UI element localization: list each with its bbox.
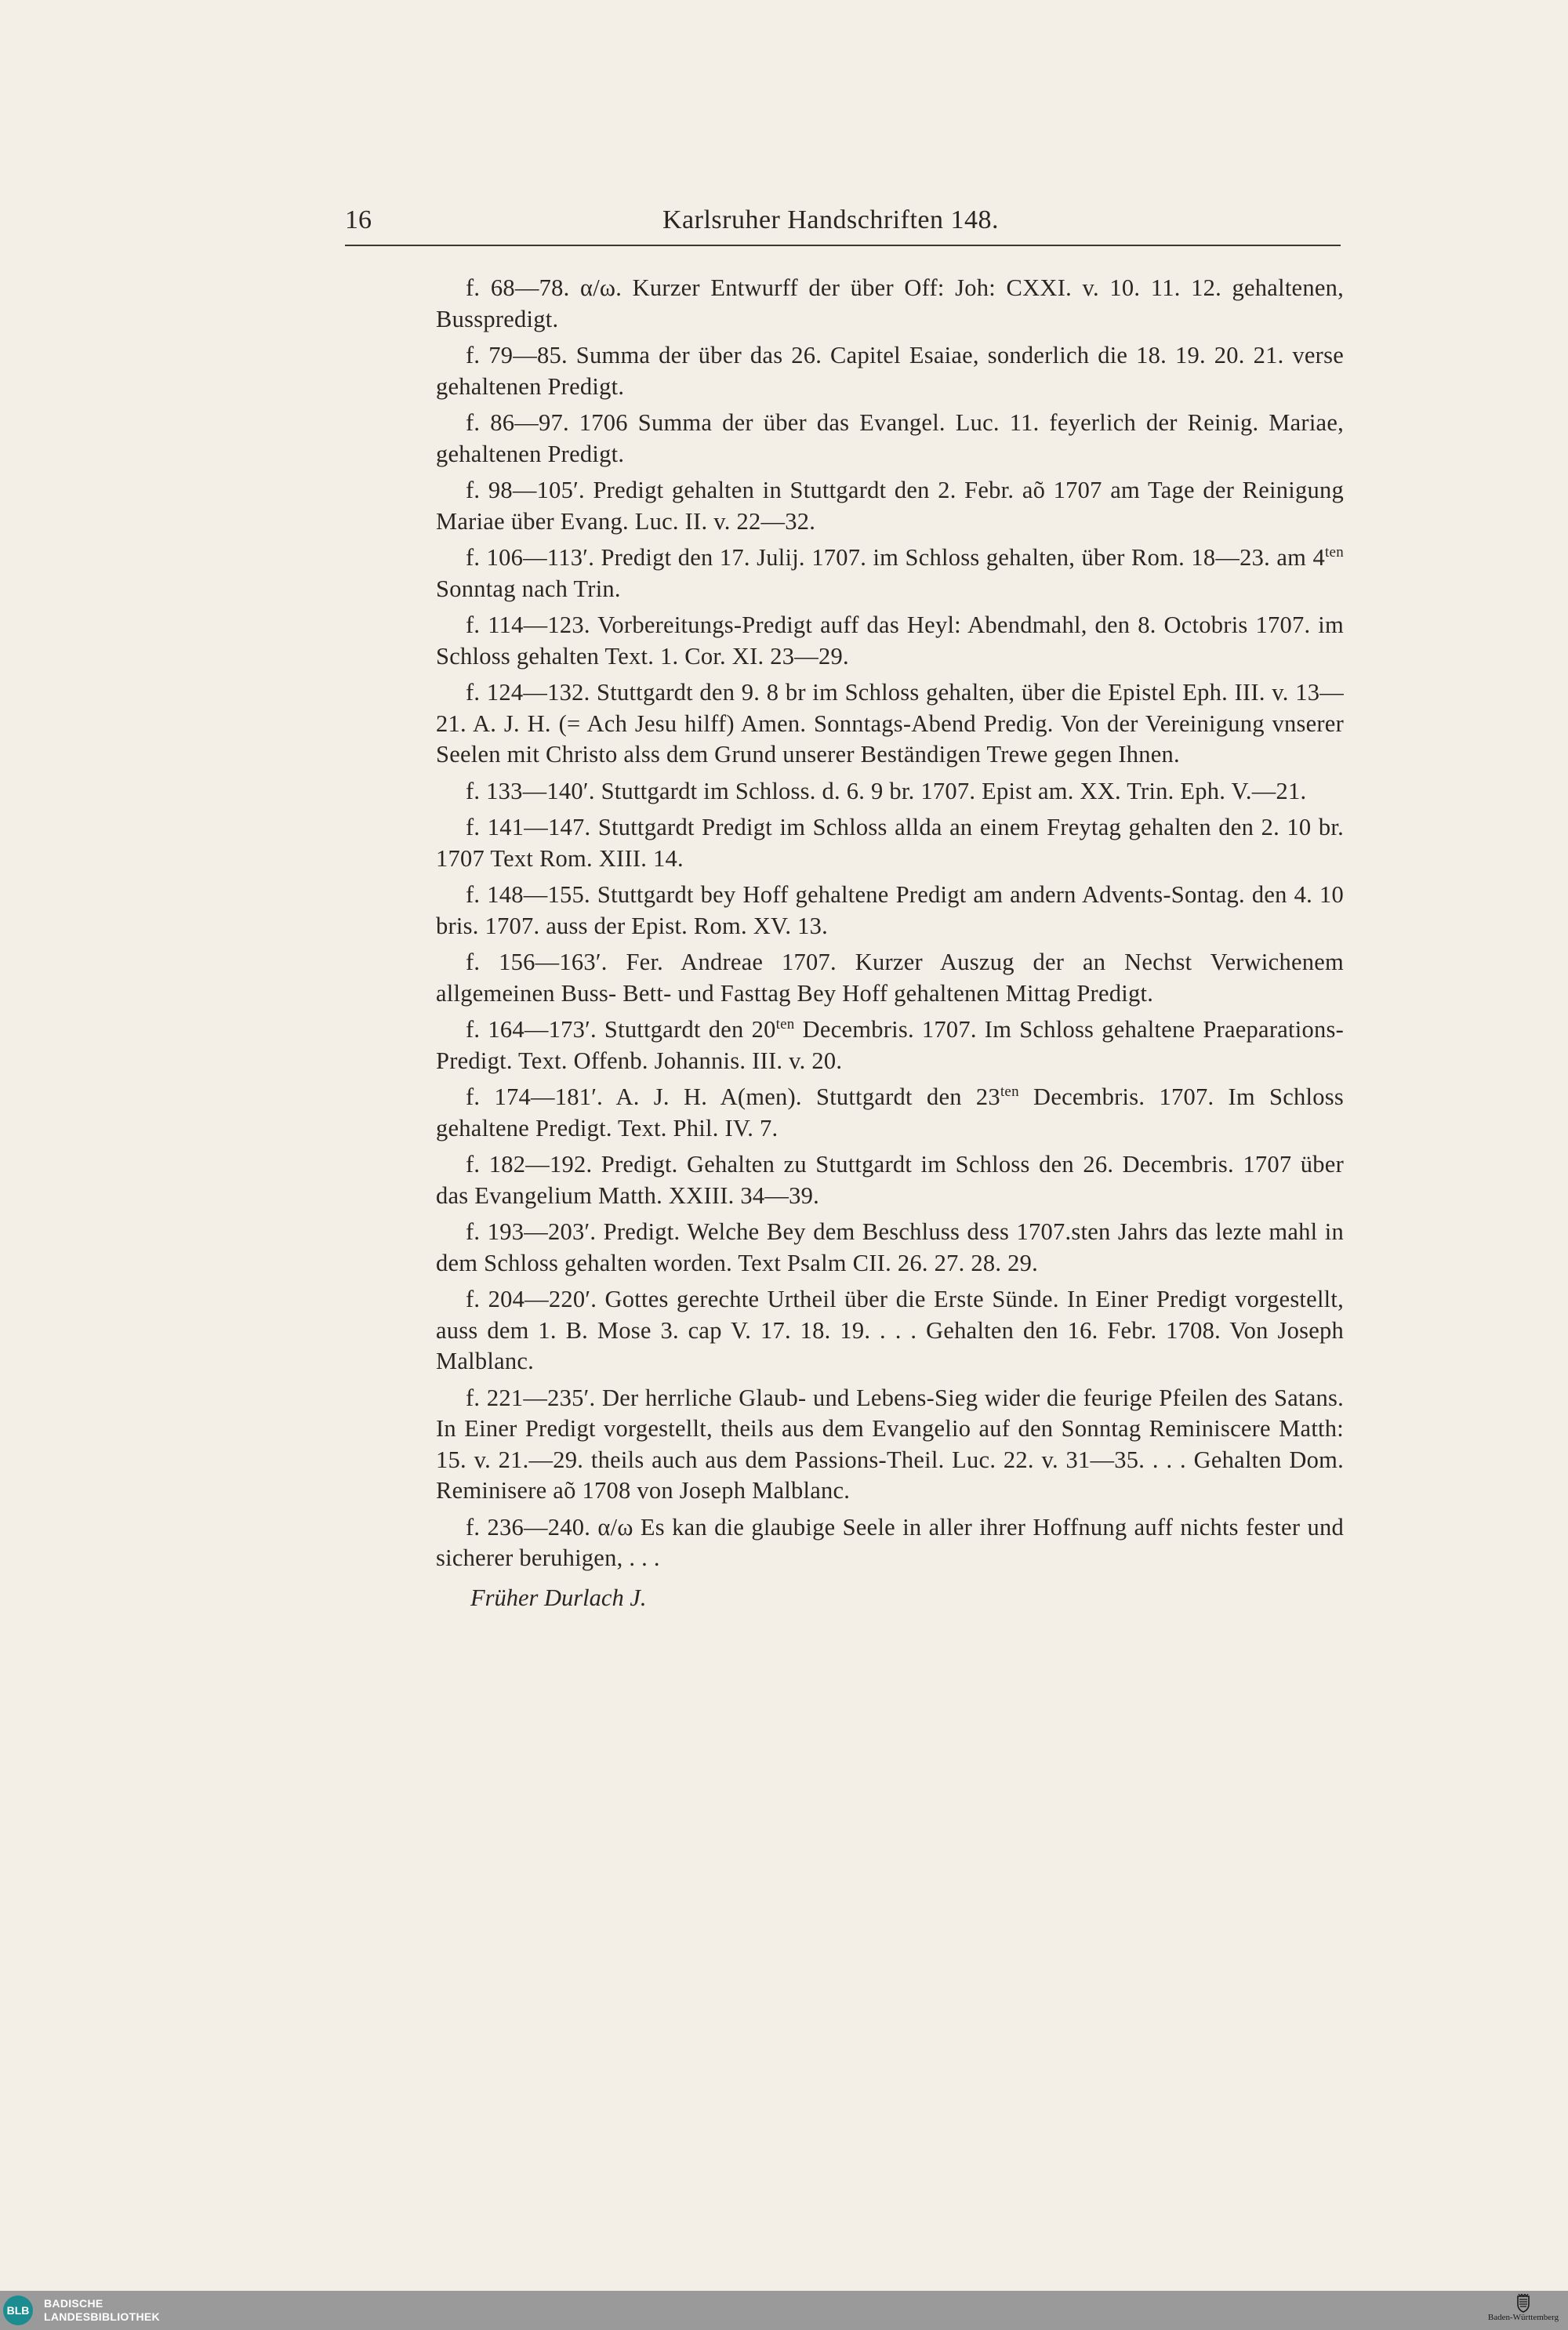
state-label: Baden-Württemberg (1487, 2313, 1559, 2322)
entry-text: f. 174—181′. A. J. H. A(men). Stuttgardt den 23 (466, 1083, 1000, 1110)
ordinal-superscript: ten (1000, 1083, 1019, 1100)
running-title: Karlsruher Handschriften 148. (662, 205, 999, 234)
library-name (44, 2297, 160, 2324)
provenance-note: Früher Durlach J. (470, 1584, 647, 1611)
catalog-entry: f. 204—220′. Gottes gerechte Urtheil über die Erste Sünde. In Einer Predigt vorgestellt, auss dem 1. B. Mose 3. cap V. 17. 18. 19. . . . Gehalten den 16. Febr. 1708. Von Joseph Malblanc. (436, 1286, 1344, 1374)
catalog-entry: f. 236—240. α/ω Es kan die glaubige Seele in aller ihrer Hoffnung auff nichts fester und sicherer beruhigen, . . . (436, 1513, 1344, 1571)
catalog-entry: f. 86—97. 1706 Summa der über das Evangel. Luc. 11. feyerlich der Reinig. Mariae, gehaltenen Predigt. (436, 409, 1344, 467)
page-header (345, 205, 1341, 245)
catalog-entry: f. 221—235′. Der herrliche Glaub- und Lebens-Sieg wider die feurige Pfeilen des Satans. In Einer Predigt vorgestellt, theils aus dem Evangelio auf den Sonntag Reminiscere Matth: 15. v. 21.—29. theils auch aus dem Passions-Theil. Luc. 22. v. 31—35. . . . Gehalten Dom. Reminisere aõ 1708 von Joseph Malblanc. (436, 1384, 1344, 1504)
page-number: 16 (345, 205, 372, 234)
entry-text: Decembris. 1707. Im Schloss gehaltene Praeparations-Predigt. Text. Offenb. Johannis. III. v. 20. (436, 1016, 1345, 1074)
catalog-entry: f. 182—192. Predigt. Gehalten zu Stuttgardt im Schloss den 26. Decembris. 1707 über das Evangelium Matth. XXIII. 34—39. (436, 1151, 1344, 1209)
entry-text: f. 106—113′. Predigt den 17. Julij. 1707. im Schloss gehalten, über Rom. 18—23. am 4 (466, 544, 1326, 571)
entry-text: f. 164—173′. Stuttgardt den 20 (466, 1016, 776, 1043)
viewer-footer (0, 2291, 1568, 2330)
catalog-entry: f. 193—203′. Predigt. Welche Bey dem Beschluss dess 1707.sten Jahrs das lezte mahl in dem Schloss gehalten worden. Text Psalm CII. 26. 27. 28. 29. (436, 1218, 1344, 1276)
header-rule (345, 245, 1341, 246)
catalog-entry: f. 133—140′. Stuttgardt im Schloss. d. 6. 9 br. 1707. Epist am. XX. Trin. Eph. V.—21. (466, 777, 1307, 804)
blb-logo-icon[interactable]: BLB (3, 2296, 33, 2325)
catalog-entry: f. 124—132. Stuttgardt den 9. 8 br im Schloss gehalten, über die Epistel Eph. III. v. 13—21. A. J. H. (= Ach Jesu hilff) Amen. Sonntags-Abend Predig. Von der Vereinigung vnserer Seelen mit Christo alss dem Grund unserer Beständigen Trewe gegen Ihnen. (436, 679, 1344, 768)
ordinal-superscript: ten (775, 1016, 795, 1033)
catalog-entry: f. 79—85. Summa der über das 26. Capitel Esaiae, sonderlich die 18. 19. 20. 21. verse gehaltenen Predigt. (436, 342, 1344, 400)
entry-text: Sonntag nach Trin. (436, 575, 621, 602)
catalog-entry: f. 156—163′. Fer. Andreae 1707. Kurzer Auszug der an Nechst Verwichenem allgemeinen Buss- Bett- und Fasttag Bey Hoff gehaltenen Mittag Predigt. (436, 949, 1344, 1007)
catalog-entry: f. 114—123. Vorbereitungs-Predigt auff das Heyl: Abendmahl, den 8. Octobris 1707. im Schloss gehalten Text. 1. Cor. XI. 23—29. (436, 612, 1344, 670)
library-name-line: LANDESBIBLIOTHEK (44, 2310, 160, 2323)
catalog-entry: f. 68—78. α/ω. Kurzer Entwurff der über Off: Joh: CXXI. v. 10. 11. 12. gehaltenen, Busspredigt. (436, 274, 1344, 332)
catalog-entry: f. 148—155. Stuttgardt bey Hoff gehaltene Predigt am andern Advents-Sontag. den 4. 10 bris. 1707. auss der Epist. Rom. XV. 13. (436, 881, 1344, 939)
catalog-entry: f. 141—147. Stuttgardt Predigt im Schloss allda an einem Freytag gehalten den 2. 10 br. 1707 Text Rom. XIII. 14. (436, 814, 1344, 872)
catalog-entry (436, 1082, 1344, 1144)
catalog-entries (436, 273, 1344, 1637)
catalog-entry (436, 543, 1344, 604)
catalog-entry (436, 1014, 1344, 1076)
baden-wuerttemberg-crest-icon (1516, 2294, 1530, 2313)
library-name-line: BADISCHE (44, 2297, 103, 2310)
catalog-entry: f. 98—105′. Predigt gehalten in Stuttgardt den 2. Febr. aõ 1707 am Tage der Reinigung Mariae über Evang. Luc. II. v. 22—32. (436, 477, 1344, 535)
ordinal-superscript: ten (1325, 544, 1344, 561)
state-branding (1480, 2294, 1566, 2328)
entry-text: Decembris. 1707. Im Schloss gehaltene Predigt. Text. Phil. IV. 7. (436, 1083, 1344, 1141)
